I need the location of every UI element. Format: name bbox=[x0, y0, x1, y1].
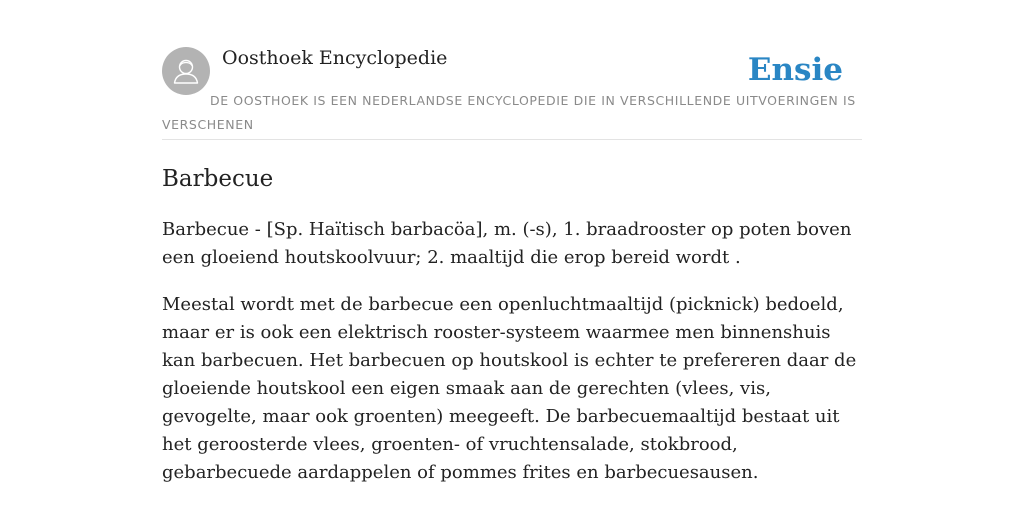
user-silhouette-icon bbox=[162, 47, 210, 95]
header-divider bbox=[162, 139, 862, 140]
user-avatar-icon[interactable] bbox=[162, 47, 210, 95]
entry-paragraph: Barbecue - [Sp. Haïtisch barbacöa], m. (-s), 1. braadrooster op poten boven een gloeiend houtskoolvuur; 2. maaltijd die erop bereid wordt . bbox=[162, 219, 852, 268]
entry-paragraph: Meestal wordt met de barbecue een openluchtmaaltijd (picknick) bedoeld, maar er is ook een elektrisch rooster-systeem waarmee men binnenshuis kan barbecuen. Het barbecuen op houtskool is echter te prefereren daar de gloeiende houtskool een eigen smaak aan de gerechten (vlees, vis, gevogelte, maar ook groenten) meegeeft. De barbecuemaaltijd bestaat uit het geroosterde vlees, groenten- of vruchtensalade, stokbrood, gebarbecuede aardappelen of pommes frites en barbecuesausen. bbox=[162, 294, 857, 483]
source-title-link[interactable]: Oosthoek Encyclopedie bbox=[222, 47, 448, 69]
brand-logo-link[interactable]: Ensie bbox=[747, 52, 843, 88]
entry-title: Barbecue bbox=[162, 166, 274, 192]
source-description: DE OOSTHOEK IS EEN NEDERLANDSE ENCYCLOPEDIE DIE IN VERSCHILLENDE UITVOERINGEN IS VERSCHENEN bbox=[162, 93, 856, 132]
